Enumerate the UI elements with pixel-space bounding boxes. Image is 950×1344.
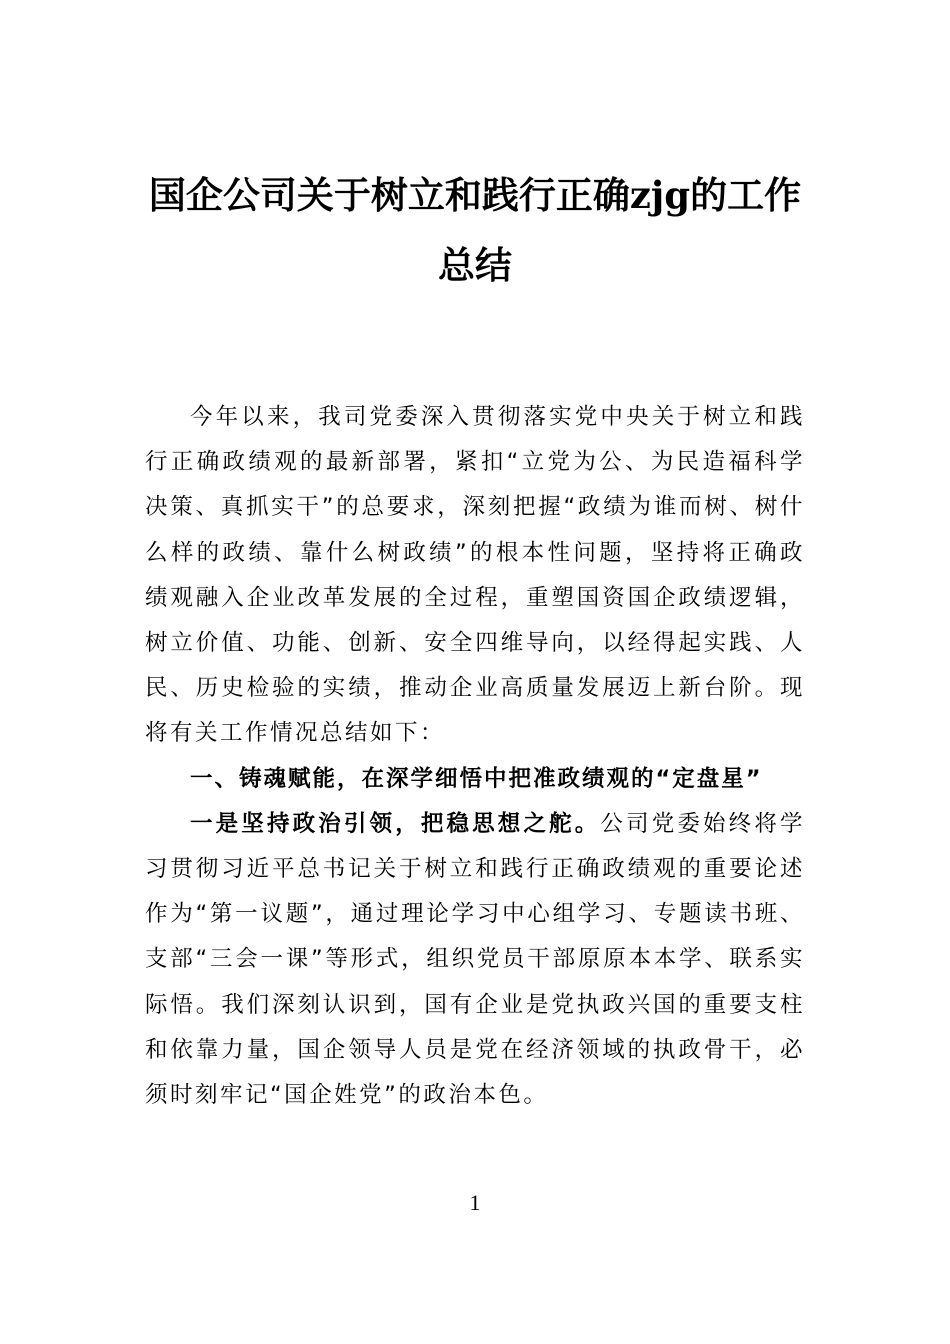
document-title: 国企公司关于树立和践行正确zjg的工作总结 [148, 173, 802, 287]
intro-paragraph: 今年以来，我司党委深入贯彻落实党中央关于树立和践行正确政绩观的最新部署，紧扣“立党为公、为民造福科学决策、真抓实干”的总要求，深刻把握“政绩为谁而树、树什么样的政绩、靠什么树政绩”的根本性问题，坚持将正确政绩观融入企业改革发展的全过程，重塑国资国企政绩逻辑，树立价值、功能、创新、安全四维导向，以经得起实践、人民、历史检验的实绩，推动企业高质量发展迈上新台阶。现将有关工作情况总结如下： [145, 404, 805, 747]
section-heading: 一、铸魂赋能，在深学细悟中把准政绩观的“定盘星” [190, 765, 763, 792]
point-lead: 一是坚持政治引领，把稳思想之舵。 [190, 810, 601, 837]
point-text: 公司党委始终将学习贯彻习近平总书记关于树立和践行正确政绩观的重要论述作为“第一议题”，通过理论学习中心组学习、专题读书班、支部“三会一课”等形式，组织党员干部原原本本学、联系实际悟。我们深刻认识到，国有企业是党执政兴国的重要支柱和依靠力量，国企领导人员是党在经济领域的执政骨干，必须时刻牢记“国企姓党”的政治本色。 [145, 810, 805, 1109]
point-paragraph [145, 802, 805, 1118]
document-body [145, 395, 805, 1118]
page-number: 1 [469, 1190, 481, 1215]
